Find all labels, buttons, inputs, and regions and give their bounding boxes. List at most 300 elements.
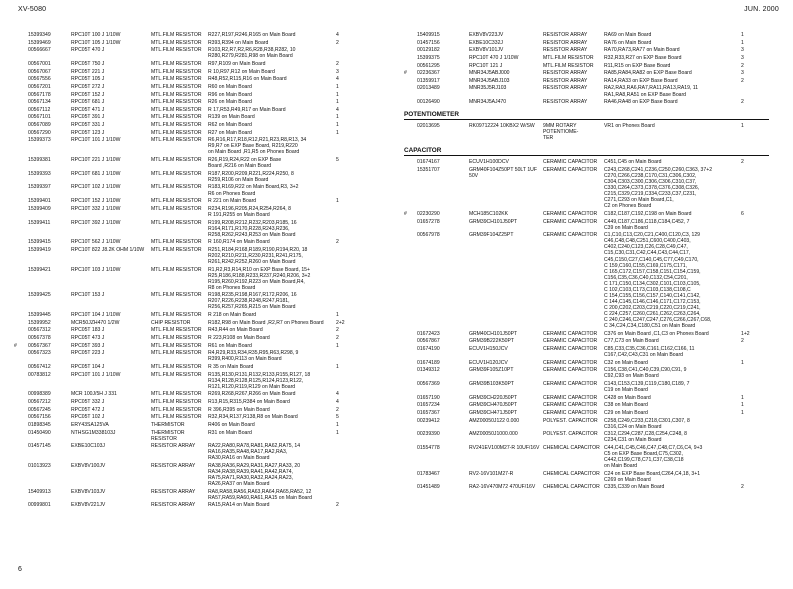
part-number: 15399419	[28, 246, 51, 253]
parts-row	[404, 367, 780, 379]
quantity	[741, 431, 780, 443]
mark-cell	[14, 107, 28, 113]
parts-row	[404, 395, 780, 401]
mark-cell	[14, 239, 28, 245]
quantity	[741, 85, 780, 97]
parts-list-left	[14, 32, 386, 510]
part-number: 15399425	[28, 292, 51, 299]
part-type: MTL.FILM RESISTOR	[151, 266, 202, 273]
quantity	[336, 443, 386, 461]
quantity: 3	[741, 54, 744, 61]
mark-cell	[14, 157, 28, 169]
part-number: 00567369	[417, 380, 440, 387]
mark-cell: #	[404, 211, 407, 218]
part-description: EXBE10C103J	[71, 443, 105, 450]
part-description: RPC10T 681 J 1/10W	[71, 170, 121, 177]
parts-row	[14, 198, 386, 204]
quantity	[336, 184, 386, 196]
part-type: MTL.FILM RESISTOR	[151, 246, 202, 253]
quantity: 1	[741, 402, 744, 409]
quantity	[336, 47, 386, 59]
part-type: MTL.FILM RESISTOR	[151, 350, 202, 357]
part-number: 01672423	[417, 330, 440, 337]
parts-row	[404, 167, 780, 209]
part-description: AMZ00050J1000.000	[469, 431, 518, 438]
part-number: 01013923	[28, 463, 51, 470]
part-description: RV241EV100M27-R 10UF/16V	[469, 444, 540, 451]
part-type: MTL.FILM RESISTOR	[151, 391, 202, 398]
mark-cell	[14, 430, 28, 442]
quantity: 1	[741, 409, 744, 416]
mark-cell	[14, 247, 28, 265]
mark-cell	[14, 92, 28, 98]
quantity: 1	[336, 342, 339, 349]
reference-designators: R135,R130,R131,R132,R133,R155,R127, 18 R134,R128,R128,R125,R124,R123,R122, R121,R120,R119,R129 on Main Board	[208, 371, 311, 390]
part-number: 15399375	[417, 54, 440, 61]
part-number: 15399349	[28, 32, 51, 38]
part-description: GRM39F104Z25PT	[469, 232, 514, 239]
part-description: ECUV1H120JCV	[469, 359, 508, 366]
part-type: MTL.FILM RESISTOR	[151, 68, 202, 75]
reference-designators: R139 on Main Board	[208, 114, 255, 121]
part-description: GRM40CH101J50PT	[469, 330, 518, 337]
parts-row	[14, 463, 386, 487]
mark-cell	[404, 331, 417, 337]
reference-designators: RA69 on Main Board	[604, 32, 652, 38]
part-type: RESISTOR ARRAY	[543, 39, 588, 46]
parts-row	[404, 159, 780, 165]
mark-cell	[404, 346, 417, 358]
mark-cell	[404, 338, 417, 344]
part-description: GRM39B103K50PT	[469, 380, 515, 387]
quantity: 4	[336, 76, 339, 83]
part-description: NTHSG1M338103J	[71, 429, 116, 436]
reference-designators: RA70,RA73,RA77 on Main Board	[604, 47, 680, 54]
quantity: 5	[336, 414, 339, 421]
parts-row	[404, 40, 780, 46]
part-description: RPC10T 822 J8.2K OHM 1/10W	[71, 246, 145, 253]
reference-designators: VR1 on Phones Board	[604, 123, 655, 130]
parts-row	[404, 484, 780, 490]
parts-row	[14, 92, 386, 98]
reference-designators: RA22,RA80,RA78,RA81,RA62,RA75, 14 RA16,RA35,RA48,RA17,RA2,RA3, RA30,RA16 on Main Board	[208, 443, 301, 462]
part-type: MTL.FILM RESISTOR	[151, 170, 202, 177]
part-number: 15399445	[28, 312, 51, 319]
part-type: MTL.FILM RESISTOR	[151, 157, 202, 164]
part-description: RPC10T 470 J 1/10W	[469, 54, 519, 61]
part-type: MTL.FILM RESISTOR	[151, 122, 202, 129]
part-description: RPC05T 391 J	[71, 114, 105, 121]
mark-cell	[404, 232, 417, 329]
part-number: 01657190	[417, 394, 440, 401]
part-type: CERAMIC CAPACITOR	[543, 394, 598, 401]
part-type: CERAMIC CAPACITOR	[543, 409, 598, 416]
reference-designators: R251,R184,R168,R189,R190,R194,R20, 18 R202,R210,R211,R230,R231,R241,R175, R261,R242,R252,R260 on Main Board	[208, 246, 308, 265]
part-type: RESISTOR ARRAY	[543, 85, 588, 92]
part-number: 00239390	[417, 431, 440, 438]
quantity	[741, 232, 780, 329]
quantity: 2	[741, 338, 744, 345]
part-description: MNR34J5ABJ000	[469, 70, 510, 77]
part-description: AMZ00050J122 0.000	[469, 417, 520, 424]
parts-row	[14, 267, 386, 291]
part-number: 00567001	[28, 60, 51, 67]
parts-row	[404, 32, 780, 38]
part-type: MTL.FILM RESISTOR	[151, 184, 202, 191]
part-description: RPC05T 105 J	[71, 76, 105, 83]
reference-designators: R234,R196,R205,R24,R254,R264, 8 R 191,R255 on Main Board	[208, 205, 291, 218]
part-description: GRM39B222K50PT	[469, 338, 515, 345]
parts-row	[404, 123, 780, 141]
parts-row	[14, 239, 386, 245]
part-description: EXBV8V103JV	[71, 488, 106, 495]
parts-row	[14, 220, 386, 238]
mark-cell	[14, 320, 28, 326]
quantity: 2	[741, 99, 744, 106]
part-type: MTL.FILM RESISTOR	[151, 406, 202, 413]
reference-designators: R406 on Main Board	[208, 421, 255, 428]
parts-row	[404, 211, 780, 217]
parts-row	[14, 84, 386, 90]
part-description: GRM39CH470J50PT	[469, 402, 518, 409]
mark-cell	[14, 502, 28, 508]
mark-cell	[404, 123, 417, 141]
mark-cell	[404, 431, 417, 443]
reference-designators: R 396,R395 on Main Board	[208, 406, 270, 413]
part-description: RPC10T 153 J	[71, 292, 105, 299]
part-description: RPC10T 221 J 1/10W	[71, 157, 121, 164]
part-number: 01457145	[28, 443, 51, 450]
part-description: RPC05T 104 J	[71, 364, 105, 371]
part-number: 01674167	[417, 159, 440, 166]
quantity: 1	[336, 122, 339, 129]
part-number: 01674189	[417, 359, 440, 366]
part-description: RPC05T 471 J	[71, 106, 105, 113]
part-description: RPC05T 272 J	[71, 83, 105, 90]
mark-cell	[404, 78, 417, 84]
reference-designators: R 223,R108 on Main Board	[208, 335, 270, 342]
reference-designators: C38 on Main Board	[604, 402, 648, 409]
reference-designators: R61 on Main Board	[208, 342, 252, 349]
reference-designators: C312,C294,C287,C28,C254,C248, 8 C234,C31 on Main Board	[604, 431, 687, 444]
reference-designators: C24 on EXP Base Board,C264,C4,18, 3+1 C269 on Main Board	[604, 470, 701, 483]
reference-designators: RA15,RA14 on Main Board	[208, 502, 270, 509]
part-description: RPC10T 105 J 1/10W	[71, 39, 121, 46]
reference-designators: C335,C339 on Main Board	[604, 484, 665, 491]
reference-designators: C44,C41,C45,C46,C47,C48,C7,C6,C4, 9+3 C5 on EXP Base Board,C75,C302, C442,C199,C78,C71,C37,C38,C18 on Main Board	[604, 444, 703, 470]
mark-cell	[14, 407, 28, 413]
mark-cell	[404, 395, 417, 401]
part-type: RESISTOR ARRAY	[543, 77, 588, 84]
part-number: 15399421	[28, 266, 51, 273]
parts-row	[404, 418, 780, 430]
quantity: 4	[336, 399, 339, 406]
part-number: 00567378	[28, 335, 51, 342]
quantity	[741, 167, 780, 209]
part-number: 02013489	[417, 85, 440, 92]
part-description: MNR34J5AJ470	[469, 99, 507, 106]
part-number: 15399469	[28, 39, 51, 46]
mark-cell	[404, 47, 417, 53]
resistor-array-continued	[404, 32, 780, 105]
part-number: 15399409	[28, 205, 51, 212]
part-number: 15399381	[28, 157, 51, 164]
reference-designators: C428 on Main Board	[604, 394, 651, 401]
reference-designators: C449,C187,C186,C118,C184,C452, 7 C39 on Main Board	[604, 218, 690, 231]
part-number: 00567312	[28, 327, 51, 334]
capacitor-list	[404, 159, 780, 490]
part-type: MTL.FILM RESISTOR	[151, 129, 202, 136]
quantity: 2	[336, 239, 339, 246]
reference-designators: R 160,R174 on Main Board	[208, 239, 270, 246]
part-type: POLYEST. CAPACITOR	[543, 431, 598, 438]
part-number: 00567978	[417, 232, 440, 239]
parts-row	[14, 47, 386, 59]
quantity	[741, 471, 780, 483]
part-number: 01657278	[417, 218, 440, 225]
part-description: RPC10T 562 J 1/10W	[71, 239, 121, 246]
mark-cell	[404, 219, 417, 231]
reference-designators: C143,C153,C139,C119,C180,C189, 7 C19 on Main Board	[604, 380, 690, 394]
part-number: 00567156	[28, 414, 51, 421]
parts-row	[14, 247, 386, 265]
parts-row	[404, 63, 780, 69]
parts-row	[14, 443, 386, 461]
reference-designators: R6,R16,R17,R18,R12,R21,R23,R8,R13, 34 R9,R7 on EXP Base Board, R219,R220 on Main Board ,R1,R5 on Phones Board	[208, 137, 307, 156]
parts-row	[14, 372, 386, 390]
mark-cell	[14, 399, 28, 405]
part-number: 01450490	[28, 429, 51, 436]
part-number: 00567212	[28, 399, 51, 406]
parts-row	[14, 114, 386, 120]
parts-row	[404, 381, 780, 393]
quantity: 2	[336, 406, 339, 413]
part-type: POLYEST. CAPACITOR	[543, 417, 598, 424]
parts-row	[14, 40, 386, 46]
quantity	[336, 247, 386, 265]
quantity: 2+2	[336, 319, 345, 326]
part-type: THERMISTOR	[151, 421, 185, 428]
part-description: RPC10T 102 J 1/10W	[71, 184, 121, 191]
mark-cell	[404, 410, 417, 416]
reference-designators: R393,R394 on Main Board	[208, 39, 269, 46]
reference-designators: R183,R169,R22 on Main Board,R3, 3+2 R6 on Phones Board	[208, 184, 299, 197]
mark-cell	[404, 40, 417, 46]
reference-designators: R48,R52,R115,R16 on Main Board	[208, 76, 287, 83]
quantity: 1	[336, 364, 339, 371]
part-description: RPC05T 472 J	[71, 406, 105, 413]
parts-row	[404, 445, 780, 469]
mark-cell	[14, 312, 28, 318]
part-description: RPC05T 393 J	[71, 342, 105, 349]
part-description: RPC10T 100 J 1/10W	[71, 32, 121, 38]
part-description: MNR35J5RJ103	[469, 85, 507, 92]
part-type: MTL.FILM RESISTOR	[543, 54, 594, 61]
part-number: 00998389	[28, 391, 51, 398]
part-type: MTL.FILM RESISTOR	[151, 83, 202, 90]
part-description: RPC05T 123 J	[71, 129, 105, 136]
mark-cell	[404, 55, 417, 61]
parts-row	[14, 61, 386, 67]
part-type: MTL.FILM RESISTOR	[151, 99, 202, 106]
mark-cell	[14, 76, 28, 82]
part-description: RPC05T 473 J	[71, 335, 105, 342]
reference-designators: R11,R15 on EXP Base Board	[604, 62, 671, 69]
part-description: MCH185C102KK	[469, 211, 509, 218]
quantity: 2	[741, 77, 744, 84]
quantity: 1	[741, 123, 744, 130]
parts-row	[14, 335, 386, 341]
quantity	[741, 445, 780, 469]
mark-cell	[404, 85, 417, 97]
part-type: MTL.FILM RESISTOR	[151, 91, 202, 98]
quantity: 1	[336, 429, 339, 436]
parts-list-right	[404, 32, 780, 492]
part-type: CERAMIC CAPACITOR	[543, 367, 598, 374]
parts-row	[14, 312, 386, 318]
part-type: MTL.FILM RESISTOR	[151, 312, 202, 319]
part-number: 15399401	[28, 198, 51, 205]
part-number: 15399373	[28, 137, 51, 144]
part-number: 15351707	[417, 167, 440, 174]
part-type: RESISTOR ARRAY	[151, 488, 196, 495]
mark-cell	[404, 381, 417, 393]
mark-cell: #	[14, 342, 17, 349]
part-number: 00566667	[28, 47, 51, 54]
date: JUN. 2000	[744, 6, 779, 13]
part-description: RPC05T 102 J	[71, 414, 105, 421]
mark-cell	[404, 99, 417, 105]
quantity: 1	[336, 99, 339, 106]
section-potentiometer: POTENTIOMETER	[404, 112, 769, 120]
mark-cell	[14, 84, 28, 90]
parts-row	[404, 471, 780, 483]
parts-row	[14, 137, 386, 155]
quantity: 4	[336, 391, 339, 398]
part-number: 15409915	[417, 32, 440, 38]
part-number: 00239412	[417, 417, 440, 424]
part-number: 02236367	[417, 70, 440, 77]
part-type: CERAMIC CAPACITOR	[543, 338, 598, 345]
part-type: MTL.FILM RESISTOR	[151, 399, 202, 406]
part-number: 15409913	[28, 488, 51, 495]
part-type: MTL.FILM RESISTOR	[543, 62, 594, 69]
part-description: RPC10T 101 J 1/10W	[71, 371, 121, 378]
quantity: 1	[336, 421, 339, 428]
part-type: RESISTOR ARRAY	[543, 47, 588, 54]
parts-row	[404, 232, 780, 329]
parts-row	[14, 391, 386, 397]
reference-designators: C243,C268,C241,C236,C250,C260,C363, 37+2 C270,C266,C238,C170,C31,C306,C302, C304,C303,C300,C306,C306,C310,C37, C330,C264,C373,C378,C376,C308,C326, C215,C329,C219,C334,C233,C37,C231, C271,C293 on Main Board,C1, C2 on Phones Board	[604, 167, 713, 210]
part-type: CERAMIC CAPACITOR	[543, 345, 598, 352]
part-type: THERMISTOR RESISTOR	[151, 429, 185, 442]
part-description: GRM39CH220J50PT	[469, 394, 518, 401]
part-description: RPC10T 104 J 1/10W	[71, 312, 121, 319]
mark-cell	[14, 114, 28, 120]
reference-designators: R60 on Main Board	[208, 83, 252, 90]
mark-cell	[14, 489, 28, 501]
part-number: 01657367	[417, 409, 440, 416]
mark-cell	[404, 471, 417, 483]
mark-cell	[404, 484, 417, 490]
reference-designators: RA85,RA84,RA82 on EXP Base Board	[604, 70, 692, 77]
part-description: RPC10T 121 J	[469, 62, 503, 69]
quantity	[336, 137, 386, 155]
reference-designators: C32 on Main Board	[604, 359, 648, 366]
parts-row	[14, 489, 386, 501]
reference-designators: R26,R19,R24,R22 on EXP Base Board ,R216 on Main Board	[208, 157, 282, 170]
mark-cell	[404, 445, 417, 469]
quantity	[336, 171, 386, 183]
parts-row	[404, 331, 780, 337]
part-type: CERAMIC CAPACITOR	[543, 359, 598, 366]
reference-designators: RA46,RA48 on EXP Base Board	[604, 99, 678, 106]
quantity	[741, 367, 780, 379]
parts-row	[404, 338, 780, 344]
quantity: 2	[336, 502, 339, 509]
mark-cell	[14, 292, 28, 310]
quantity: 3	[741, 47, 744, 54]
part-number: 00567290	[28, 129, 51, 136]
part-type: RESISTOR ARRAY	[151, 463, 196, 470]
quantity: 4	[336, 32, 339, 38]
part-number: 15399952	[28, 319, 51, 326]
quantity: 1	[336, 83, 339, 90]
potentiometer-list	[404, 123, 780, 141]
quantity: 2	[741, 484, 744, 491]
mark-cell	[14, 364, 28, 370]
parts-row	[404, 99, 780, 105]
quantity: 2	[336, 327, 339, 334]
quantity: 6	[741, 211, 744, 218]
quantity	[336, 489, 386, 501]
parts-row	[14, 399, 386, 405]
part-description: RPC05T 470 J	[71, 47, 105, 54]
reference-designators: R 218 on Main Board	[208, 312, 257, 319]
parts-row	[14, 171, 386, 183]
part-description: ECUV1H150JCV	[469, 345, 508, 352]
part-description: GRM39F105Z10PT	[469, 367, 514, 374]
reference-designators: R227,R197,R246,R165 on Main Board	[208, 32, 296, 38]
part-description: MCR 100J/5H J 331	[71, 391, 117, 398]
part-description: EXBV8V221JV	[71, 502, 106, 509]
parts-row	[404, 70, 780, 76]
part-type: MTL.FILM RESISTOR	[151, 342, 202, 349]
part-description: RPC05T 332 J	[71, 399, 105, 406]
quantity: 5	[336, 157, 339, 164]
reference-designators: R62 on Main Board	[208, 122, 252, 129]
quantity: 1	[741, 394, 744, 401]
part-type: MTL.FILM RESISTOR	[151, 106, 202, 113]
part-number: 00561295	[417, 62, 440, 69]
parts-row	[14, 107, 386, 113]
reference-designators: C451,C45 on Main Board	[604, 159, 662, 166]
part-type: CERAMIC CAPACITOR	[543, 330, 598, 337]
part-type: MTL.FILM RESISTOR	[151, 292, 202, 299]
reference-designators: R97,R109 on Main Board	[208, 60, 266, 67]
parts-row	[404, 85, 780, 97]
reference-designators: R 35 on Main Board	[208, 364, 254, 371]
parts-row	[14, 99, 386, 105]
parts-row	[404, 402, 780, 408]
part-number: 00567112	[28, 106, 51, 113]
quantity	[336, 267, 386, 291]
part-number: 00567089	[28, 122, 51, 129]
quantity	[336, 206, 386, 218]
parts-row	[14, 157, 386, 169]
quantity: 1+2	[741, 330, 750, 337]
page-number: 6	[18, 566, 22, 573]
